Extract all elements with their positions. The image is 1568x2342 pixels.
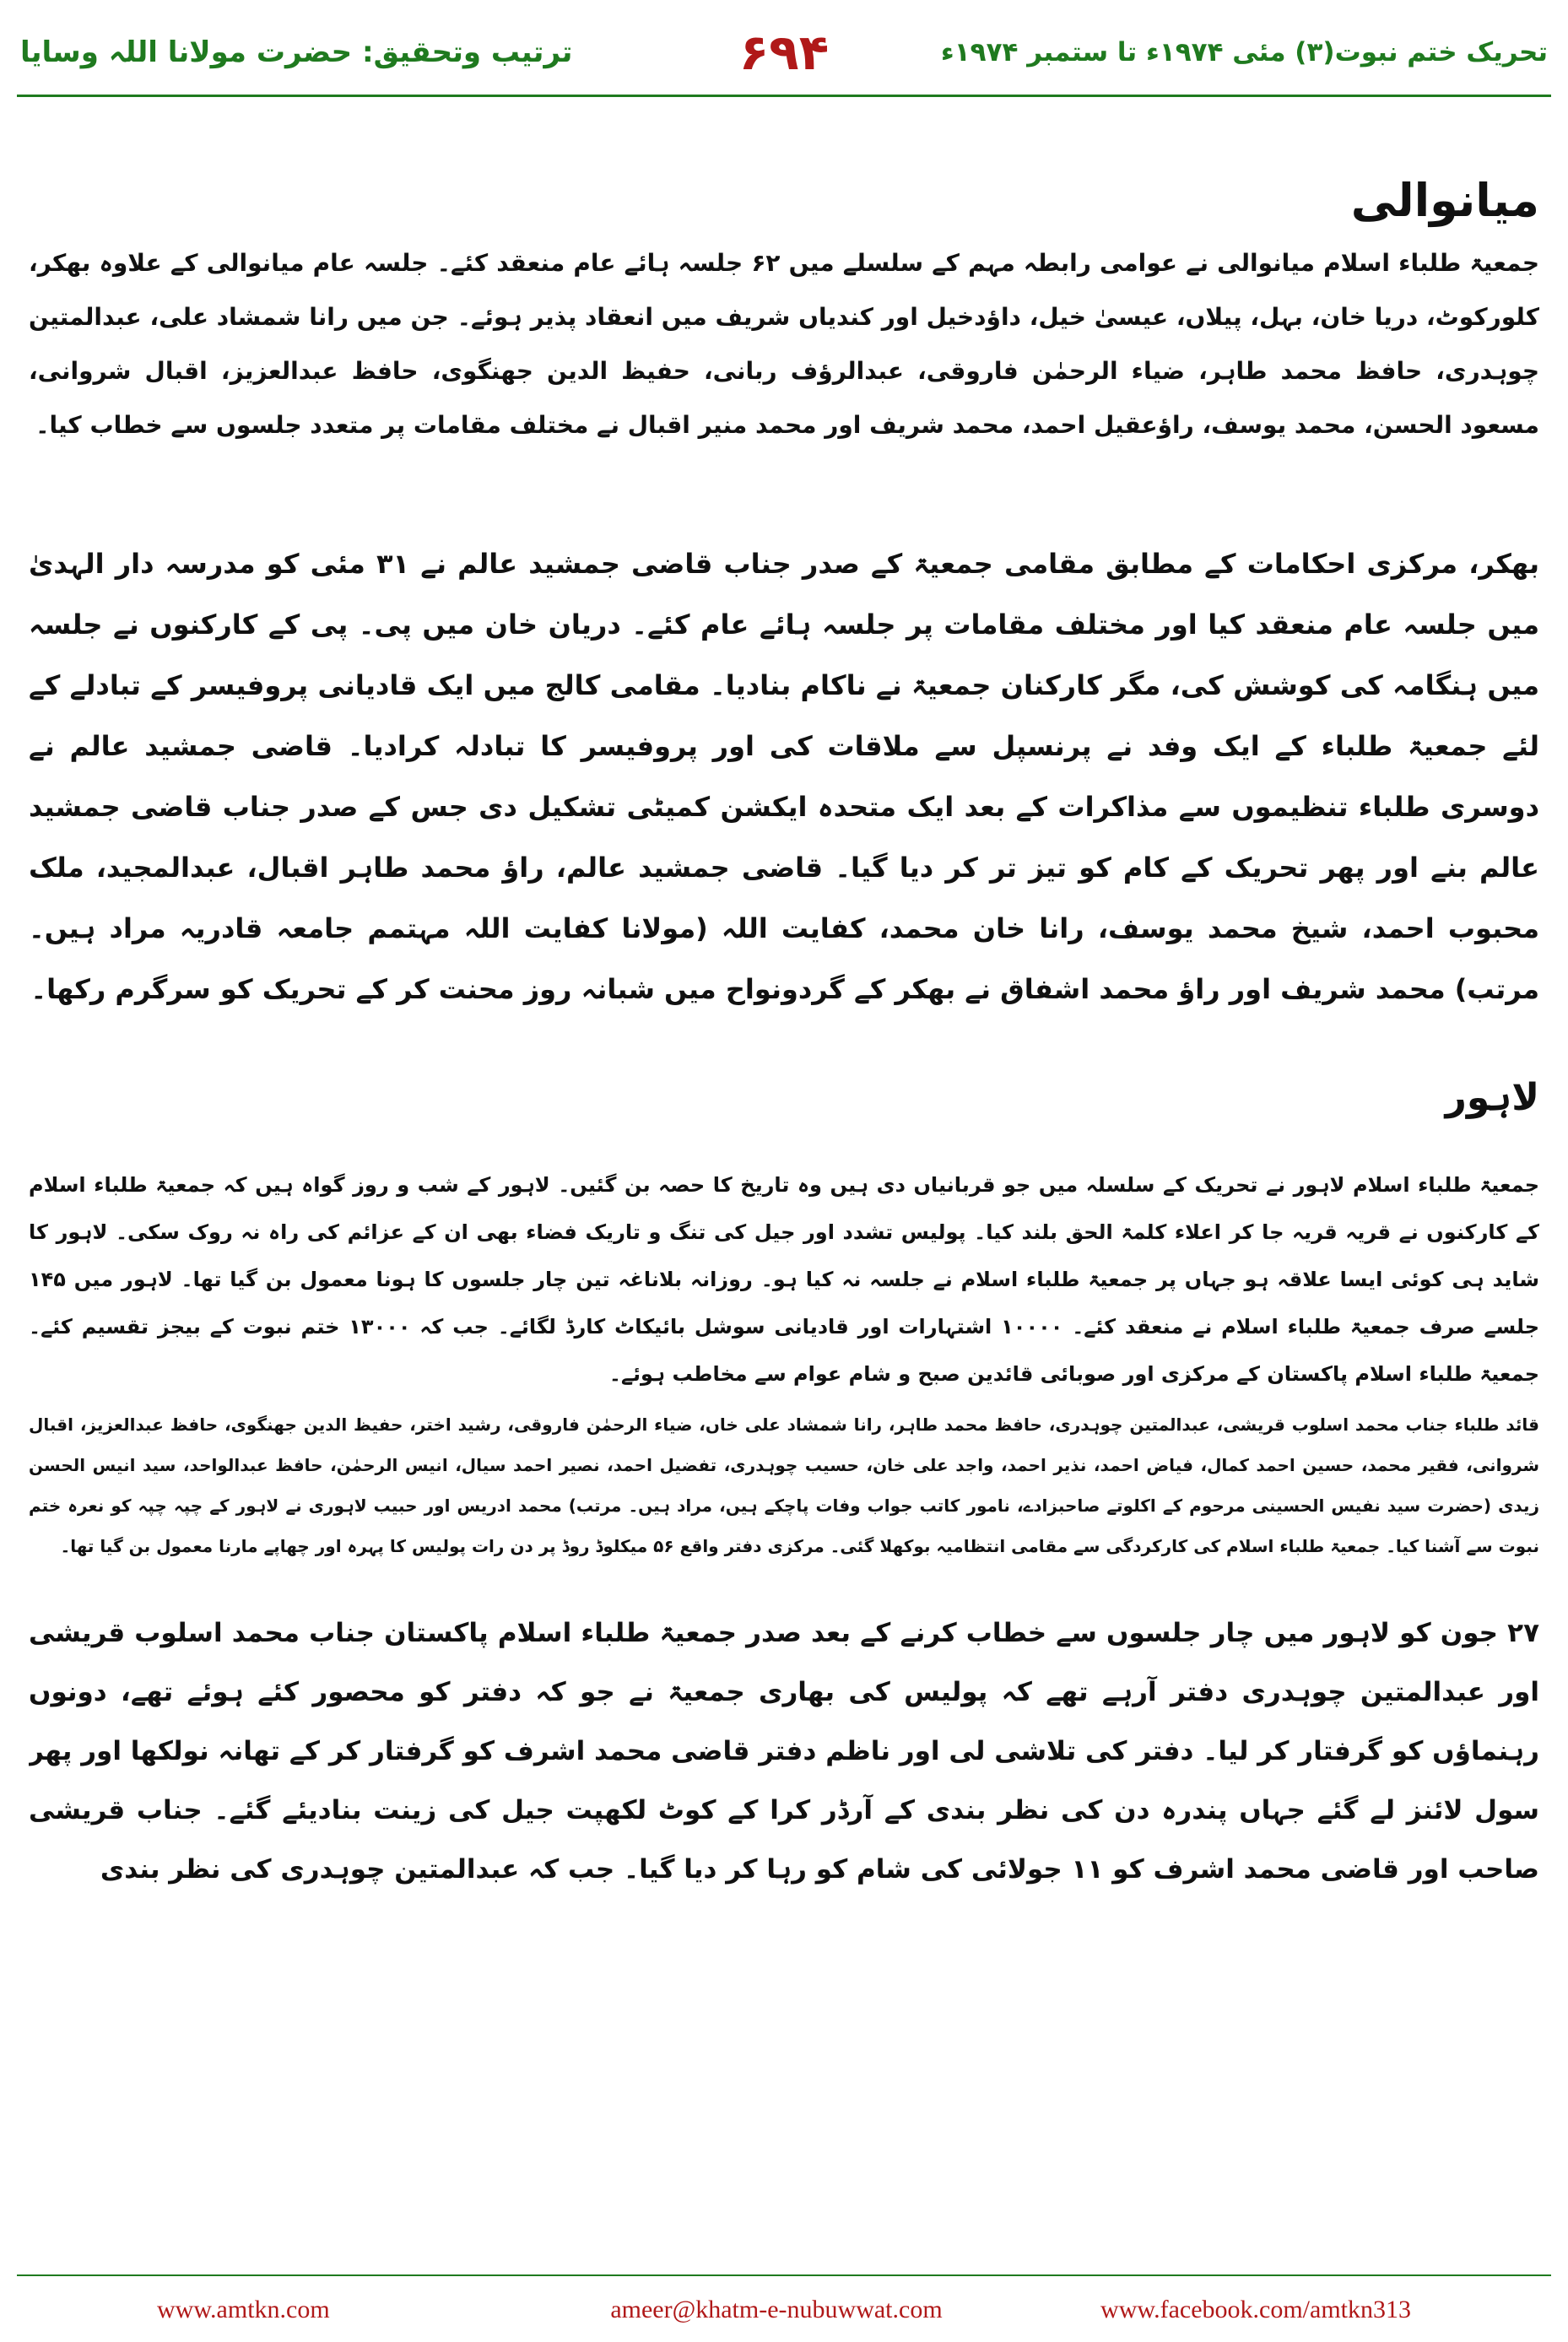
paragraph-lahore-2: قائد طلباء جناب محمد اسلوب قریشی، عبدالمتین چوہدری، حافظ محمد طاہر، رانا شمشاد علی خاں، ضیاء الرحمٰن فاروقی، رشید اختر، حفیظ الدین جھنگوی، حافظ عبدالعزیز، اقبال شروانی، فقیر محمد، حسین احمد کمال، فیاض احمد، نذیر احمد، واجد علی خان، حسیب چوہدری، تفضیل احمد، نصیر احمد سیال، انیس الرحمٰن، حافظ عبدالواحد، سید انیس الحسن زیدی (حضرت سید نفیس الحسینی مرحوم کے اکلوتے صاحبزادے، نامور کاتب جواب وفات پاچکے ہیں، مراد ہیں۔ مرتب) محمد ادریس اور حبیب لاہوری نے لاہور کے چپہ چپہ کو نعرہ ختم نبوت سے آشنا کیا۔ جمعیۃ طلباء اسلام کی کارکردگی سے مقامی انتظامیہ بوکھلا گئی۔ مرکزی دفتر واقع ۵۶ میکلوڈ روڈ پر دن رات پولیس کا پہرہ اور چھاپے مارنا معمول بن گیا تھا۔ <box>29 1414 1539 1556</box>
compiler-credit: ترتیب وتحقیق: حضرت مولانا اللہ وسایا <box>20 35 573 69</box>
section-heading-lahore: لاہور <box>1445 1076 1539 1119</box>
paragraph-mianwali-2: بھکر، مرکزی احکامات کے مطابق مقامی جمعیۃ کے صدر جناب قاضی جمشید عالم نے ۳۱ مئی کو مدرسہ دار الہدیٰ میں جلسہ عام منعقد کیا اور مختلف مقامات پر جلسہ ہائے عام کئے۔ دریان خان میں پی۔ پی کے کارکنوں نے جلسہ میں ہنگامہ کی کوشش کی، مگر کارکنان جمعیۃ نے ناکام بنادیا۔ مقامی کالج میں ایک قادیانی پروفیسر کے تبادلے کے لئے جمعیۃ طلباء کے ایک وفد نے پرنسپل سے ملاقات کی اور پروفیسر کا تبادلہ کرادیا۔ قاضی جمشید عالم نے دوسری طلباء تنظیموں سے مذاکرات کے بعد ایک متحدہ ایکشن کمیٹی تشکیل دی جس کے صدر جناب قاضی جمشید عالم بنے اور پھر تحریک کے کام کو تیز تر کر دیا گیا۔ قاضی جمشید عالم، راؤ محمد طاہر اقبال، عبدالمجید، ملک محبوب احمد، شیخ محمد یوسف، رانا خان محمد، کفایت اللہ (مولانا کفایت اللہ مہتمم جامعہ قادریہ مراد ہیں۔ مرتب) محمد شریف اور راؤ محمد اشفاق نے بھکر کے گردونواح میں شبانہ روز محنت کر کے تحریک کو سرگرم رکھا۔ <box>29 548 1539 1005</box>
facebook-link[interactable]: www.facebook.com/amtkn313 <box>1100 2296 1411 2323</box>
header-divider <box>17 95 1551 97</box>
website-link[interactable]: www.amtkn.com <box>157 2296 330 2323</box>
email-link[interactable]: ameer@khatm-e-nubuwwat.com <box>610 2296 943 2323</box>
page-number: ۶۹۴ <box>738 24 830 81</box>
footer-divider <box>17 2274 1551 2276</box>
paragraph-lahore-3: ۲۷ جون کو لاہور میں چار جلسوں سے خطاب کرنے کے بعد صدر جمعیۃ طلباء اسلام پاکستان جناب محمد اسلوب قریشی اور عبدالمتین چوہدری دفتر آرہے تھے کہ پولیس کی بھاری جمعیۃ نے جو کہ دفتر کو محصور کئے ہوئے تھے، دونوں رہنماؤں کو گرفتار کر لیا۔ دفتر کی تلاشی لی اور ناظم دفتر قاضی محمد اشرف کو گرفتار کر کے تھانہ نولکھا اور پھر سول لائنز لے گئے جہاں پندرہ دن کی نظر بندی کے آرڈر کرا کے کوٹ لکھپت جیل کی زینت بنادیئے گئے۔ جناب قریشی صاحب اور قاضی محمد اشرف کو ۱۱ جولائی کی شام کو رہا کر دیا گیا۔ جب کہ عبدالمتین چوہدری کی نظر بندی <box>29 1618 1539 1885</box>
series-title: تحریک ختم نبوت(۳) مئی ۱۹۷۴ء تا ستمبر ۱۹۷۴ء <box>940 37 1548 68</box>
section-heading-mianwali: میانوالی <box>1350 174 1539 227</box>
paragraph-lahore-1: جمعیۃ طلباء اسلام لاہور نے تحریک کے سلسلہ میں جو قربانیاں دی ہیں وہ تاریخ کا حصہ بن گئیں۔ لاہور کے شب و روز گواہ ہیں کہ جمعیۃ طلباء اسلام کے کارکنوں نے قریہ قریہ جا کر اعلاء کلمۃ الحق بلند کیا۔ پولیس تشدد اور جیل کی تنگ و تاریک فضاء بھی ان کے عزائم کی راہ نہ روک سکی۔ لاہور کا شاید ہی کوئی ایسا علاقہ ہو جہاں پر جمعیۃ طلباء اسلام نے جلسہ نہ کیا ہو۔ روزانہ بلاناغہ تین چار جلسوں کا ہونا معمول بن گیا تھا۔ لاہور میں ۱۴۵ جلسے صرف جمعیۃ طلباء اسلام نے منعقد کئے۔ ۱۰۰۰۰ اشتہارات اور قادیانی سوشل بائیکاٹ کارڈ لگائے۔ جب کہ ۱۳۰۰۰ ختم نبوت کے بیجز تقسیم کئے۔ جمعیۃ طلباء اسلام پاکستان کے مرکزی اور صوبائی قائدین صبح و شام عوام سے مخاطب ہوئے۔ <box>29 1173 1539 1386</box>
paragraph-mianwali-1: جمعیۃ طلباء اسلام میانوالی نے عوامی رابطہ مہم کے سلسلے میں ۶۲ جلسہ ہائے عام منعقد کئے۔ جلسہ عام میانوالی کے علاوہ بھکر، کلورکوٹ، دریا خان، بہل، پیلاں، عیسیٰ خیل، داؤدخیل اور کندیاں شریف میں انعقاد پذیر ہوئے۔ جن میں رانا شمشاد علی، عبدالمتین چوہدری، حافظ محمد طاہر، ضیاء الرحمٰن فاروقی، عبدالرؤف ربانی، حفیظ الدین جھنگوی، حافظ عبدالعزیز، اقبال شروانی، مسعود الحسن، محمد یوسف، راؤعقیل احمد، محمد شریف اور محمد منیر اقبال نے مختلف مقامات پر متعدد جلسوں سے خطاب کیا۔ <box>29 249 1539 439</box>
